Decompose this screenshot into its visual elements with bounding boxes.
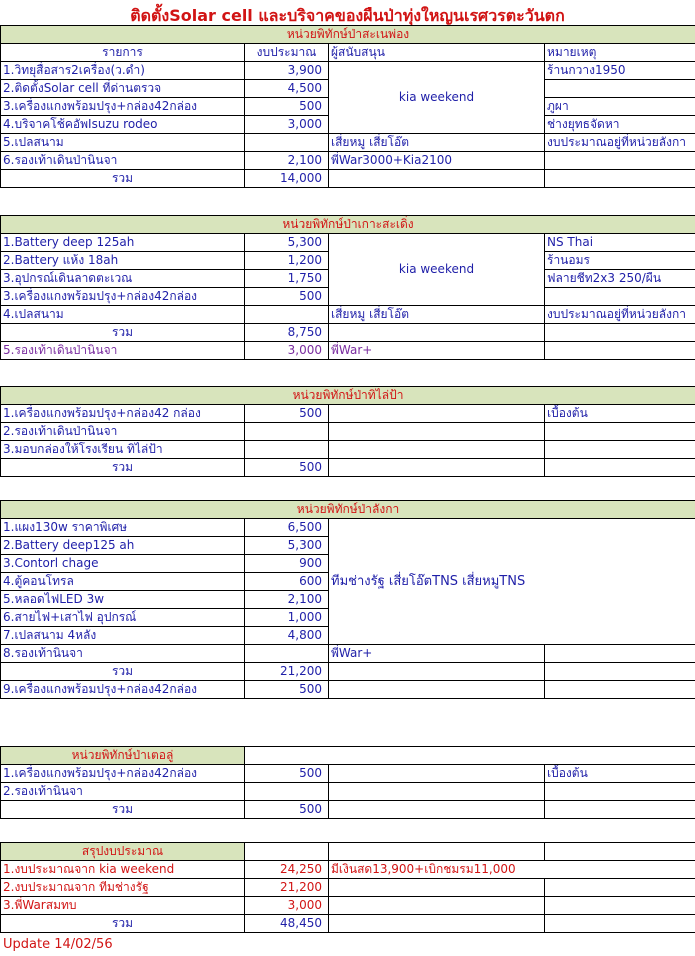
- column-header-sponsor: ผู้สนับสนุน: [329, 44, 545, 62]
- empty-cell: [329, 459, 545, 477]
- summary-note: มีเงินสด13,900+เบิกชมรม11,000: [329, 861, 695, 879]
- summary-budget: 21,200: [245, 879, 329, 897]
- budget-cell: 500: [245, 681, 329, 699]
- summary-item: 2.งบประมาณจาก ทีมช่างรัฐ: [1, 879, 245, 897]
- total-value: 21,200: [245, 663, 329, 681]
- item-cell: 8.รองเท้านินจา: [1, 645, 245, 663]
- note-cell: เบื้องต้น: [545, 765, 695, 783]
- sponsor-cell: พี่War+: [329, 342, 545, 360]
- empty-cell: [545, 681, 695, 699]
- item-cell: 1.แผง130w ราคาพิเศษ: [1, 519, 245, 537]
- total-label: รวม: [1, 663, 245, 681]
- empty-cell: [329, 324, 545, 342]
- item-cell: 4.บริจาคโช้คอัพIsuzu rodeo: [1, 116, 245, 134]
- item-cell: 2.ติดตั้งSolar cell ที่ด่านตรวจ: [1, 80, 245, 98]
- summary-item: 3.พี่Warสมทบ: [1, 897, 245, 915]
- budget-summary-table: [0, 842, 695, 933]
- grand-total-value: 48,450: [245, 915, 329, 933]
- total-label: รวม: [1, 915, 245, 933]
- budget-cell: 4,500: [245, 80, 329, 98]
- item-cell: 1.Battery deep 125ah: [1, 234, 245, 252]
- budget-cell: 1,750: [245, 270, 329, 288]
- note-cell: ฟลายชีท2x3 250/ผืน: [545, 270, 695, 288]
- empty-cell: [545, 324, 695, 342]
- budget-cell: 500: [245, 98, 329, 116]
- note-cell: งบประมาณอยู่ที่หน่วยลังกา: [545, 306, 695, 324]
- note-cell: [545, 441, 695, 459]
- total-label: รวม: [1, 801, 245, 819]
- budget-cell: 3,900: [245, 62, 329, 80]
- empty-cell: [329, 915, 545, 933]
- budget-cell: 500: [245, 288, 329, 306]
- item-cell: 5.รองเท้าเดินป่านินจา: [1, 342, 245, 360]
- section-thilaipa-table: [0, 386, 695, 477]
- empty-cell: [545, 915, 695, 933]
- item-cell: 4.ตู้คอนโทรล: [1, 573, 245, 591]
- sponsor-cell: [329, 441, 545, 459]
- item-cell: 9.เครื่องแกงพร้อมปรุง+กล่อง42กล่อง: [1, 681, 245, 699]
- sponsor-cell: เสี่ยหมู เสี่ยโอ๊ต: [329, 306, 545, 324]
- item-cell: 3.เครื่องแกงพร้อมปรุง+กล่อง42กล่อง: [1, 288, 245, 306]
- empty-cell: [329, 897, 545, 915]
- total-value: 8,750: [245, 324, 329, 342]
- item-cell: 3.เครื่องแกงพร้อมปรุง+กล่อง42กล่อง: [1, 98, 245, 116]
- empty-cell: [329, 663, 545, 681]
- total-label: รวม: [1, 324, 245, 342]
- total-value: 500: [245, 801, 329, 819]
- merged-sponsor-cell: kia weekend: [329, 62, 545, 134]
- budget-cell: [245, 306, 329, 324]
- empty-cell: [329, 681, 545, 699]
- budget-cell: 5,300: [245, 537, 329, 555]
- summary-budget: 3,000: [245, 897, 329, 915]
- budget-cell: 2,100: [245, 152, 329, 170]
- budget-cell: [245, 441, 329, 459]
- note-cell: NS Thai: [545, 234, 695, 252]
- empty-cell: [329, 879, 545, 897]
- budget-cell: 6,500: [245, 519, 329, 537]
- budget-cell: 3,000: [245, 342, 329, 360]
- header-blank: [545, 843, 695, 861]
- item-cell: 6.รองเท้าเดินป่านินจา: [1, 152, 245, 170]
- section-header: หน่วยพิทักษ์ป่าเตอลู่: [1, 747, 245, 765]
- item-cell: 2.รองเท้าเดินป่านินจา: [1, 423, 245, 441]
- header-blank: [245, 747, 695, 765]
- note-cell: [545, 80, 695, 98]
- item-cell: 2.Battery แห้ง 18ah: [1, 252, 245, 270]
- section-header: หน่วยพิทักษ์ป่าทิไล่ป้า: [1, 387, 695, 405]
- note-cell: ร้านอมร: [545, 252, 695, 270]
- summary-budget: 24,250: [245, 861, 329, 879]
- total-value: 14,000: [245, 170, 329, 188]
- note-cell: ช่างยุทธจัดหา: [545, 116, 695, 134]
- budget-cell: 5,300: [245, 234, 329, 252]
- item-cell: 3.อุปกรณ์เดินลาดตะเวณ: [1, 270, 245, 288]
- header-blank: [245, 843, 329, 861]
- note-cell: เบื้องต้น: [545, 405, 695, 423]
- budget-cell: 1,200: [245, 252, 329, 270]
- note-cell: [545, 423, 695, 441]
- budget-cell: 3,000: [245, 116, 329, 134]
- section-langka-table: [0, 500, 695, 699]
- item-cell: 4.เปลสนาม: [1, 306, 245, 324]
- budget-cell: 900: [245, 555, 329, 573]
- total-value: 500: [245, 459, 329, 477]
- item-cell: 5.หลอดไฟLED 3w: [1, 591, 245, 609]
- empty-cell: [545, 801, 695, 819]
- item-cell: 2.Battery deep125 ah: [1, 537, 245, 555]
- budget-cell: 2,100: [245, 591, 329, 609]
- empty-cell: [329, 801, 545, 819]
- merged-sponsor-cell: kia weekend: [329, 234, 545, 306]
- summary-item: 1.งบประมาณจาก kia weekend: [1, 861, 245, 879]
- sponsor-cell: พี่War3000+Kia2100: [329, 152, 545, 170]
- budget-cell: 1,000: [245, 609, 329, 627]
- item-cell: 1.เครื่องแกงพร้อมปรุง+กล่อง42กล่อง: [1, 765, 245, 783]
- sponsor-cell: [329, 405, 545, 423]
- item-cell: 3.Contorl chage: [1, 555, 245, 573]
- note-cell: [545, 152, 695, 170]
- item-cell: 5.เปลสนาม: [1, 134, 245, 152]
- section-header: หน่วยพิทักษ์ป่าสะเนพ่อง: [1, 26, 695, 44]
- budget-cell: [245, 645, 329, 663]
- empty-cell: [545, 170, 695, 188]
- empty-cell: [545, 459, 695, 477]
- section-header: หน่วยพิทักษ์ป่าเกาะสะเดิ่ง: [1, 216, 695, 234]
- sponsor-cell: [329, 423, 545, 441]
- section-saneaphong-table: [0, 25, 695, 188]
- budget-cell: 600: [245, 573, 329, 591]
- sponsor-cell: [329, 765, 545, 783]
- sponsor-cell: [329, 783, 545, 801]
- budget-cell: [245, 423, 329, 441]
- budget-cell: [245, 134, 329, 152]
- budget-cell: 4,800: [245, 627, 329, 645]
- empty-cell: [545, 897, 695, 915]
- note-cell: [545, 783, 695, 801]
- item-cell: 6.สายไฟ+เสาไฟ อุปกรณ์: [1, 609, 245, 627]
- empty-cell: [545, 663, 695, 681]
- empty-cell: [329, 170, 545, 188]
- section-header: สรุปงบประมาณ: [1, 843, 245, 861]
- item-cell: 7.เปลสนาม 4หลัง: [1, 627, 245, 645]
- column-header-note: หมายเหตุ: [545, 44, 695, 62]
- note-cell: ภูผา: [545, 98, 695, 116]
- column-header-budget: งบประมาณ: [245, 44, 329, 62]
- merged-sponsor-cell: ทีมช่างรัฐ เสี่ยโอ๊ตTNS เสี่ยหมูTNS: [329, 519, 695, 645]
- total-label: รวม: [1, 170, 245, 188]
- note-cell: งบประมาณอยู่ที่หน่วยลังกา: [545, 134, 695, 152]
- section-toelu-table: [0, 746, 695, 819]
- note-cell: ร้านกวาง1950: [545, 62, 695, 80]
- sponsor-cell: เสี่ยหมู เสี่ยโอ๊ต: [329, 134, 545, 152]
- note-cell: [545, 288, 695, 306]
- page-title: ติดตั้งSolar cell และบริจาคของผืนป่าทุ่งใหญนเรศวรตะวันตก: [130, 6, 565, 25]
- section-header: หน่วยพิทักษ์ป่าลังกา: [1, 501, 695, 519]
- budget-cell: 500: [245, 405, 329, 423]
- item-cell: 1.วิทยุสื่อสาร2เครื่อง(ว.ดำ): [1, 62, 245, 80]
- budget-cell: 500: [245, 765, 329, 783]
- item-cell: 2.รองเท้านินจา: [1, 783, 245, 801]
- item-cell: 1.เครื่องแกงพร้อมปรุง+กล่อง42 กล่อง: [1, 405, 245, 423]
- empty-cell: [545, 342, 695, 360]
- sponsor-cell: พี่War+: [329, 645, 545, 663]
- note-cell: [545, 645, 695, 663]
- update-date: Update 14/02/56: [3, 937, 113, 952]
- item-cell: 3.มอบกล่องให้โรงเรียน ทิไล่ป้า: [1, 441, 245, 459]
- column-header-item: รายการ: [1, 44, 245, 62]
- header-blank: [329, 843, 545, 861]
- section-kosadoeng-table: [0, 215, 695, 360]
- budget-cell: [245, 783, 329, 801]
- total-label: รวม: [1, 459, 245, 477]
- empty-cell: [545, 879, 695, 897]
